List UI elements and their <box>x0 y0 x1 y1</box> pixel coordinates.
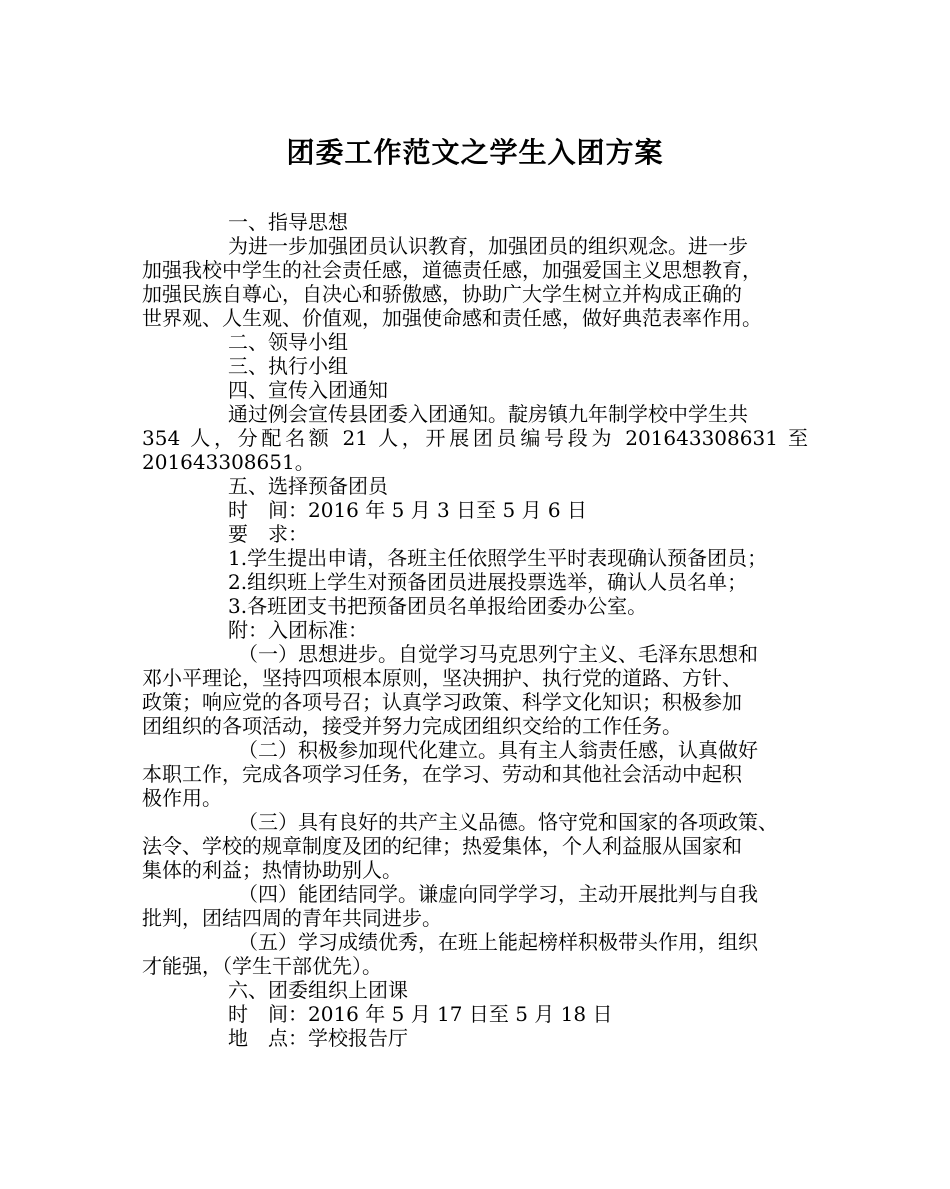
paragraph-line: 通过例会宣传县团委入团通知。靛房镇九年制学校中学生共 <box>228 402 748 426</box>
paragraph-line: 354 人，分配名额 21 人，开展团员编号段为 201643308631 至 <box>142 426 808 450</box>
paragraph-line: 为进一步加强团员认识教育，加强团员的组织观念。进一步 <box>228 234 748 258</box>
paragraph-line: 政策；响应党的各项号召；认真学习政策、科学文化知识；积极参加 <box>142 690 742 714</box>
document-body <box>142 210 808 1050</box>
section-heading: 一、指导思想 <box>228 210 348 234</box>
section-heading: 二、领导小组 <box>228 330 348 354</box>
time-line: 时 间：2016 年 5 月 3 日至 5 月 6 日 <box>228 498 588 522</box>
paragraph-line: 团组织的各项活动，接受并努力完成团组织交给的工作任务。 <box>142 714 682 738</box>
paragraph-line: 批判，团结四周的青年共同进步。 <box>142 906 442 930</box>
paragraph-line: 加强我校中学生的社会责任感，道德责任感，加强爱国主义思想教育， <box>142 258 762 282</box>
time-line: 时 间：2016 年 5 月 17 日至 5 月 18 日 <box>228 1002 613 1026</box>
paragraph-line: 加强民族自尊心，自决心和骄傲感，协助广大学生树立并构成正确的 <box>142 282 742 306</box>
paragraph-line: 本职工作，完成各项学习任务，在学习、劳动和其他社会活动中起积 <box>142 762 742 786</box>
paragraph-line: （五）学习成绩优秀，在班上能起榜样积极带头作用，组织 <box>238 930 758 954</box>
document-title: 团委工作范文之学生入团方案 <box>286 136 664 169</box>
requirement-label: 要 求： <box>228 522 308 546</box>
list-item: 1.学生提出申请，各班主任依照学生平时表现确认预备团员； <box>228 546 768 570</box>
paragraph-line: 201643308651。 <box>142 450 315 474</box>
section-heading: 六、团委组织上团课 <box>228 978 408 1002</box>
section-heading: 五、选择预备团员 <box>228 474 388 498</box>
paragraph-line: （一）思想进步。自觉学习马克思列宁主义、毛泽东思想和 <box>238 642 758 666</box>
list-item: 2.组织班上学生对预备团员进展投票选举，确认人员名单； <box>228 570 748 594</box>
list-item: 3.各班团支书把预备团员名单报给团委办公室。 <box>228 594 648 618</box>
paragraph-line: 法令、学校的规章制度及团的纪律；热爱集体，个人利益服从国家和 <box>142 834 742 858</box>
location-line: 地 点：学校报告厅 <box>228 1026 408 1050</box>
paragraph-line: （三）具有良好的共产主义品德。恪守党和国家的各项政策、 <box>238 810 778 834</box>
paragraph-line: （二）积极参加现代化建立。具有主人翁责任感，认真做好 <box>238 738 758 762</box>
section-heading: 四、宣传入团通知 <box>228 378 388 402</box>
paragraph-line: （四）能团结同学。谦虚向同学学习，主动开展批判与自我 <box>238 882 758 906</box>
paragraph-line: 才能强，（学生干部优先）。 <box>142 954 382 978</box>
section-heading: 三、执行小组 <box>228 354 348 378</box>
paragraph-line: 世界观、人生观、价值观，加强使命感和责任感，做好典范表率作用。 <box>142 306 762 330</box>
paragraph-line: 集体的利益；热情协助别人。 <box>142 858 402 882</box>
paragraph-line: 极作用。 <box>142 786 222 810</box>
paragraph-line: 邓小平理论，坚持四项根本原则，坚决拥护、执行党的道路、方针、 <box>142 666 742 690</box>
appendix-heading: 附：入团标准： <box>228 618 368 642</box>
